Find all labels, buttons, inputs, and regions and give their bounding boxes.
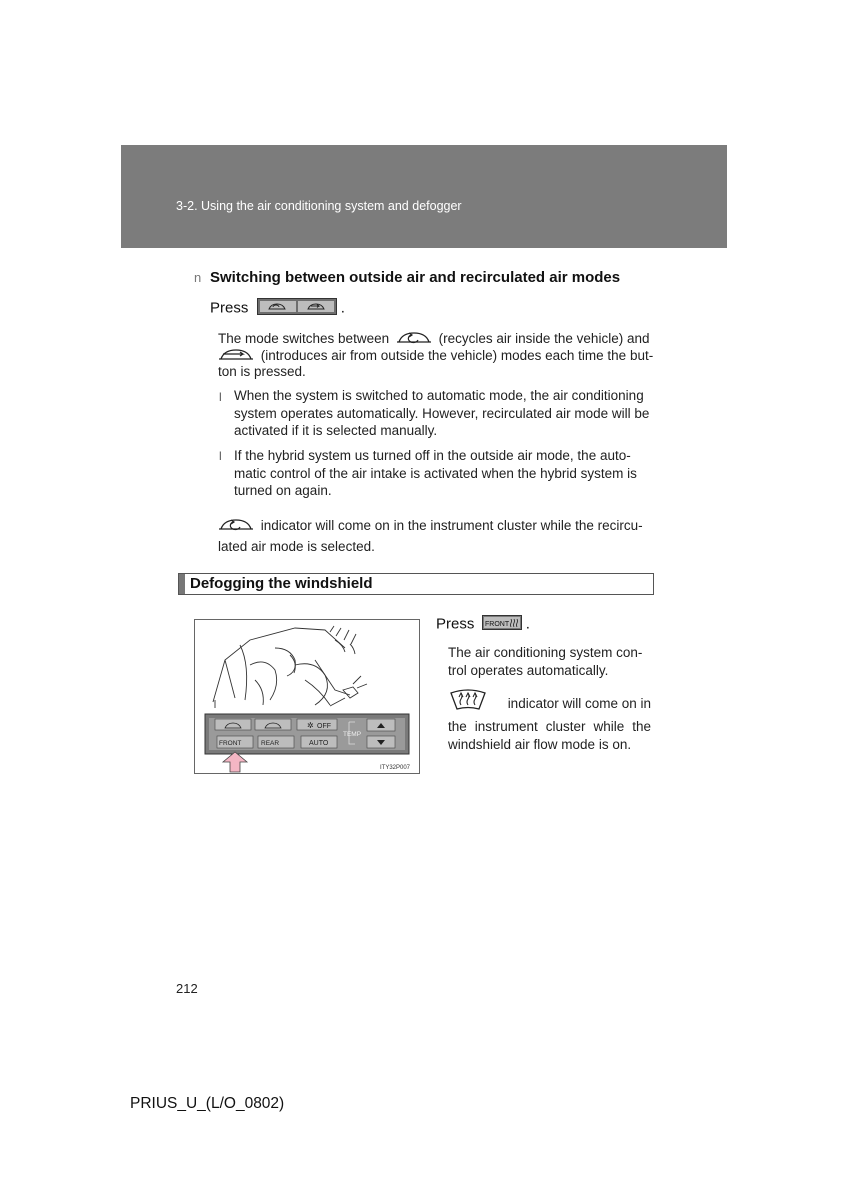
defog-indicator-rest <box>448 718 651 753</box>
list-marker-1: l <box>219 390 222 404</box>
dashboard-figure <box>194 619 420 774</box>
list-item-2 <box>234 447 651 500</box>
defog-press-label: Press <box>436 615 475 633</box>
recirculate-desc: (recycles air inside the vehicle) and <box>438 330 650 346</box>
defog-para-line-2: trol operates automatically. <box>448 662 609 678</box>
air-intake-button-icon <box>257 298 337 319</box>
windshield-defog-icon <box>449 689 487 716</box>
list-item-1-line-1: When the system is switched to automatic mode, the air conditioning <box>234 388 644 403</box>
svg-text:✲: ✲ <box>307 721 314 730</box>
fan-off-label: OFF <box>317 723 331 730</box>
list-item-2-line-1: If the hybrid system us turned off in the outside air mode, the auto- <box>234 448 631 463</box>
dashboard-illustration <box>195 620 419 773</box>
defog-indicator-line-1: indicator will come on in <box>507 696 651 711</box>
list-item-1-line-3: activated if it is selected manually. <box>234 423 438 438</box>
mode-para-end: ton is pressed. <box>218 364 306 379</box>
front-button-label: FRONT <box>484 621 509 628</box>
section-heading-bar <box>179 574 185 594</box>
press-suffix: . <box>340 299 345 317</box>
air-mode-heading: Switching between outside air and recirculated air modes <box>210 269 621 286</box>
indicator-line-2: lated air mode is selected. <box>218 539 375 554</box>
indicator-text-1: indicator will come on in the instrument cluster while the recircu- <box>260 517 643 533</box>
air-mode-press-line <box>210 298 345 319</box>
list-marker-2: l <box>219 449 222 463</box>
list-item-2-line-2: matic control of the air intake is activated when the hybrid system is <box>234 465 637 481</box>
header-band <box>121 145 727 248</box>
section-heading-defog <box>178 573 654 595</box>
list-item-2-line-3: turned on again. <box>234 483 332 498</box>
rear-label: REAR <box>261 740 280 747</box>
auto-label: AUTO <box>309 740 329 747</box>
page-number: 212 <box>176 981 198 996</box>
figure-code: ITY32P007 <box>380 765 411 771</box>
recirculate-indicator-icon <box>218 516 254 537</box>
defog-para <box>448 644 651 679</box>
list-item-1-line-2: system operates automatically. However, recirculated air mode will be <box>234 405 650 421</box>
defog-press-line <box>436 615 530 634</box>
section-title: 3-2. Using the air conditioning system and defogger <box>176 199 462 213</box>
defog-press-suffix: . <box>525 615 530 633</box>
outside-air-desc: (introduces air from outside the vehicle) modes each time the but- <box>260 347 654 363</box>
defog-heading: Defogging the windshield <box>190 575 373 592</box>
front-defog-button-icon <box>482 615 522 634</box>
indicator-line-1 <box>218 516 651 537</box>
defog-indicator-line-3: windshield air flow mode is on. <box>448 736 632 752</box>
defog-indicator-line-2: the instrument cluster while the <box>448 719 651 734</box>
list-item-1 <box>234 387 651 440</box>
defog-para-line-1: The air conditioning system con- <box>448 645 643 660</box>
front-label: FRONT <box>219 740 242 747</box>
press-label: Press <box>210 299 249 317</box>
temp-label: TEMP <box>343 731 362 738</box>
document-code: PRIUS_U_(L/O_0802) <box>130 1095 285 1112</box>
heading-bullet: n <box>194 270 202 285</box>
mode-para-prefix: The mode switches between <box>218 330 390 346</box>
